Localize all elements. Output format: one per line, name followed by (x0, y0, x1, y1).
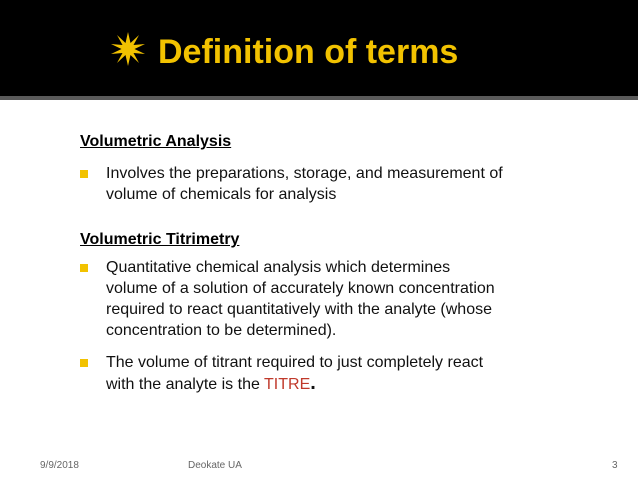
section-heading-volumetric-titrimetry: Volumetric Titrimetry (80, 231, 240, 248)
starburst-icon (111, 32, 145, 66)
bullet-line: required to react quantitatively with the analyte (whose (106, 301, 492, 318)
bullet-text (106, 352, 483, 395)
slide-title: Definition of terms (158, 33, 459, 71)
bullet-text (106, 257, 495, 341)
bullet-line-with-highlight (106, 373, 483, 395)
bullet-line: volume of a solution of accurately known concentration (106, 280, 495, 297)
bullet-square-icon (80, 264, 88, 272)
bullet-square-icon (80, 170, 88, 178)
footer-date: 9/9/2018 (40, 460, 79, 471)
bullet-line: with the analyte is the (106, 376, 265, 393)
bullet-text (106, 163, 503, 205)
bullet-line: concentration to be determined). (106, 322, 337, 339)
section-heading-volumetric-analysis: Volumetric Analysis (80, 133, 232, 150)
titre-highlight: TITRE (264, 376, 311, 393)
title-bar (0, 0, 638, 100)
footer-author: Deokate UA (188, 460, 242, 471)
bullet-line: Involves the preparations, storage, and measurement of (106, 165, 503, 182)
bullet-line: Quantitative chemical analysis which determines (106, 259, 451, 276)
bullet-square-icon (80, 359, 88, 367)
sentence-end: . (310, 372, 316, 394)
bullet-line: The volume of titrant required to just completely react (106, 354, 484, 371)
bullet-line: volume of chemicals for analysis (106, 186, 337, 203)
footer-page-number: 3 (612, 460, 618, 471)
